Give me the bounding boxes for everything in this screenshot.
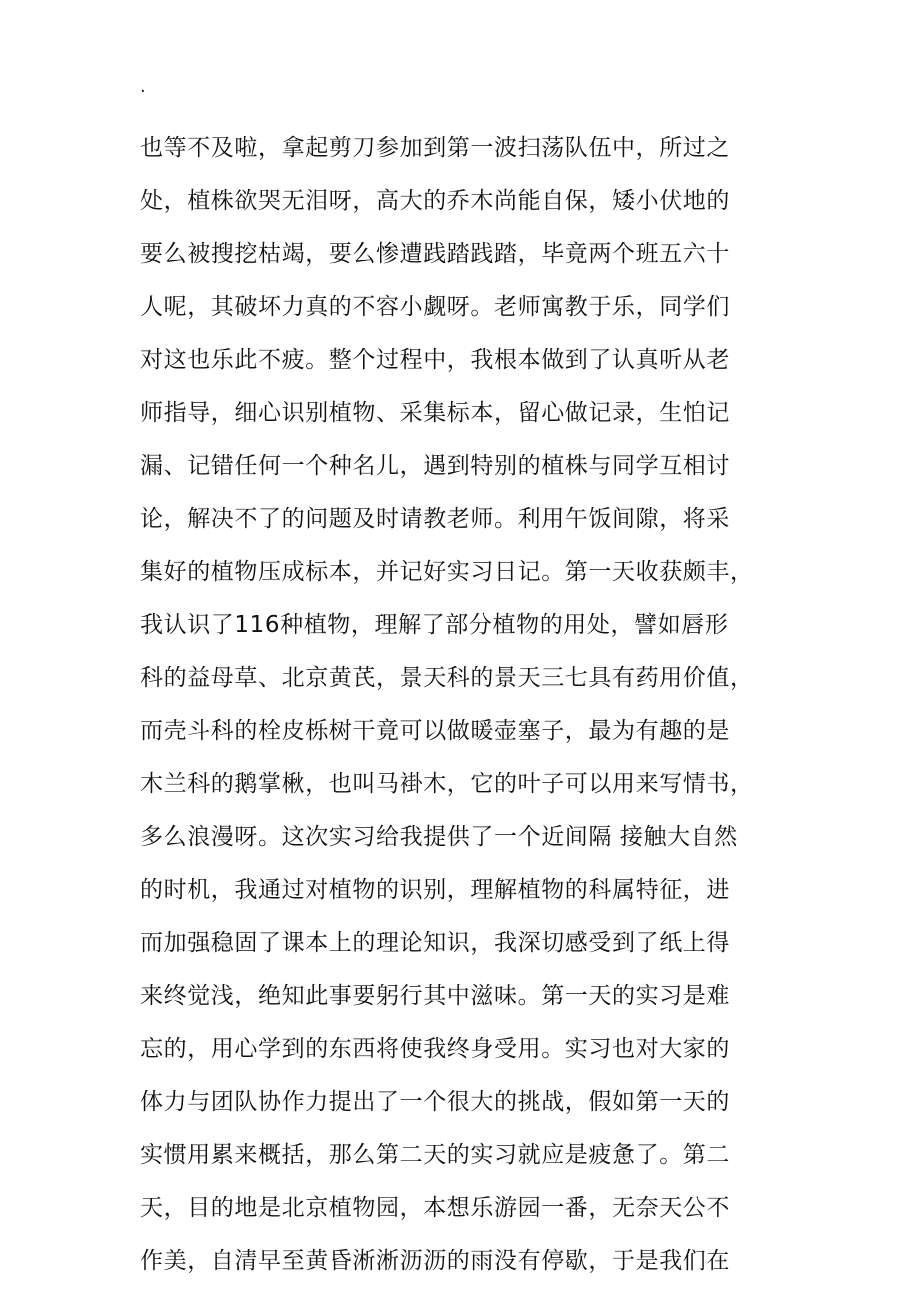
text-line: 处，植株欲哭无泪呀，高大的乔木尚能自保，矮小伏地的 xyxy=(140,188,730,214)
text-line: 论，解决不了的问题及时请教老师。利用午饭间隙，将采 xyxy=(140,506,730,532)
text-line: 多么浪漫呀。这次实习给我提供了一个近间隔 接触大自然 xyxy=(140,824,738,850)
text-line: 来终觉浅，绝知此事要躬行其中滋味。第一天的实习是难 xyxy=(140,983,730,1009)
text-line: 要么被搜挖枯竭，要么惨遭践踏践踏，毕竟两个班五六十 xyxy=(140,241,730,267)
text-line: 木兰科的鹅掌楸，也叫马褂木，它的叶子可以用来写情书， xyxy=(140,771,754,797)
text-line: 集好的植物压成标本，并记好实习日记。第一天收获颇丰， xyxy=(140,559,754,585)
text-line: 也等不及啦，拿起剪刀参加到第一波扫荡队伍中，所过之 xyxy=(140,135,730,161)
text-line: 而加强稳固了课本上的理论知识，我深切感受到了纸上得 xyxy=(140,930,730,956)
text-line: 对这也乐此不疲。整个过程中，我根本做到了认真听从老 xyxy=(140,347,730,373)
body-text xyxy=(140,122,780,1288)
text-line: 实惯用累来概括，那么第二天的实习就应是疲惫了。第二 xyxy=(140,1142,730,1168)
text-line: 人呢，其破坏力真的不容小觑呀。老师寓教于乐，同学们 xyxy=(140,294,730,320)
text-line: 的时机，我通过对植物的识别，理解植物的科属特征，进 xyxy=(140,877,730,903)
text-line: 忘的，用心学到的东西将使我终身受用。实习也对大家的 xyxy=(140,1036,730,1062)
text-line: 作美，自清早至黄昏淅淅沥沥的雨没有停歇，于是我们在 xyxy=(140,1248,730,1274)
text-line: 而壳斗科的栓皮栎树干竟可以做暖壶塞子，最为有趣的是 xyxy=(140,718,730,744)
page-marker: . xyxy=(140,76,146,97)
text-line: 体力与团队协作力提出了一个很大的挑战，假如第一天的 xyxy=(140,1089,730,1115)
text-line: 天，目的地是北京植物园，本想乐游园一番，无奈天公不 xyxy=(140,1195,730,1221)
text-line: 我认识了116种植物，理解了部分植物的用处，譬如唇形 xyxy=(140,612,729,638)
text-line: 漏、记错任何一个种名儿，遇到特别的植株与同学互相讨 xyxy=(140,453,730,479)
text-line: 师指导，细心识别植物、采集标本，留心做记录，生怕记 xyxy=(140,400,730,426)
text-line: 科的益母草、北京黄芪，景天科的景天三七具有药用价值， xyxy=(140,665,754,691)
